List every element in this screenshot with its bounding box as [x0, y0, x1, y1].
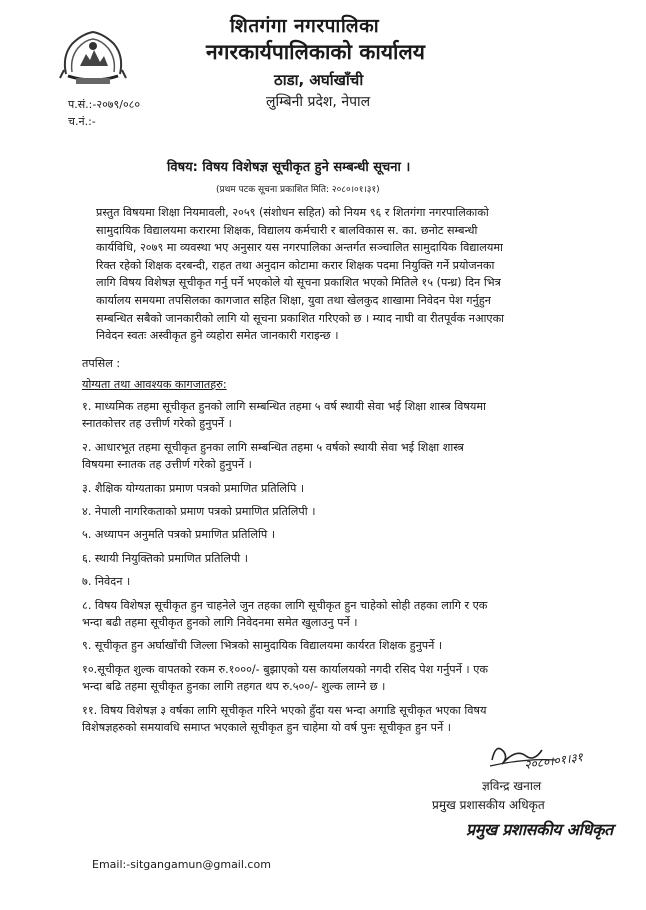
intro-line: निवेदन स्वतः अस्वीकृत हुने व्यहोरा समेत जानकारी गराइन्छ ।	[96, 329, 339, 343]
municipality-name: शितगंगा नगरपालिका	[230, 15, 380, 37]
requirement-line: ७. निवेदन ।	[82, 575, 131, 589]
requirement-item	[82, 503, 582, 520]
nepal-government-emblem	[58, 26, 128, 88]
intro-line: सामुदायिक विद्यालयमा करारमा शिक्षक, विद्यालय कर्मचारी र बालविकास स. का. छनोट सम्बन्धी	[96, 223, 478, 237]
requirement-line: भन्दा बढि तहमा सूचीकृत हुनका लागि तहगत थप रु.५००/- शुल्क लाग्ने छ ।	[82, 680, 386, 694]
requirements-list	[82, 398, 582, 743]
requirement-line: ६. स्थायी नियुक्तिको प्रमाणित प्रतिलिपी ।	[82, 551, 249, 565]
signature-date: २०८०।०१।३१	[523, 749, 584, 773]
requirement-item	[82, 597, 582, 632]
signatory-name: ज्ञविन्द्र खनाल	[482, 779, 542, 793]
requirement-line: ३. शैक्षिक योग्यताका प्रमाण पत्रको प्रमाणित प्रतिलिपि ।	[82, 481, 305, 495]
intro-line: रिक्त रहेको शिक्षक दरबन्दी, राहत तथा अनुदान कोटामा करार शिक्षक पदमा नियुक्ति गर्ने प्रयोजनका	[96, 258, 495, 272]
requirement-item	[82, 661, 582, 696]
requirement-line: ४. नेपाली नागरिकताको प्रमाण पत्रको प्रमाणित प्रतिलिपी ।	[82, 505, 316, 519]
publication-date: (प्रथम पटक सूचना प्रकाशित मिति: २०८०।०१।३१)	[216, 185, 380, 195]
office-location: ठाडा, अर्घाखाँची	[274, 71, 364, 89]
requirement-item	[82, 526, 582, 543]
intro-line: लागि विषय विशेषज्ञ सूचीकृत गर्नु पर्ने भएकोले यो सूचना प्रकाशित भएको मितिले १५ (पन्ध्र) दिन भित्र	[96, 276, 501, 290]
requirement-line: ११. विषय विशेषज्ञ ३ वर्षका लागि सूचीकृत गरिने भएको हुँदा यस भन्दा अगाडि सूचीकृत भएका विषय	[82, 703, 487, 717]
intro-line: सम्बन्धित सबैको जानकारीको लागि यो सूचना प्रकाशित गरिएको छ । म्याद नाघी वा रीतपूर्वक नआएका	[96, 311, 505, 325]
requirement-item	[82, 573, 582, 590]
requirement-line: विशेषज्ञहरुको समयावधि समाप्त भएकाले सूचीकृत हुन चाहेमा यो वर्ष पुनः सूचीकृत हुन पर्ने ।	[82, 721, 452, 735]
requirement-item	[82, 439, 582, 474]
notice-subject: विषय: विषय विशेषज्ञ सूचीकृत हुने सम्बन्धी सूचना ।	[167, 160, 411, 175]
requirement-line: १०.सूचीकृत शुल्क वापतको रकम रु.१०००/- बुझाएको यस कार्यालयको नगदी रसिद पेश गर्नुपर्ने । एक	[82, 662, 489, 676]
contact-email: Email:-sitgangamun@gmail.com	[92, 858, 271, 871]
intro-line: प्रस्तुत विषयमा शिक्षा नियमावली, २०५९ (संशोधन सहित) को नियम ९६ र शितगंगा नगरपालिकाको	[96, 206, 489, 219]
office-province: लुम्बिनी प्रदेश, नेपाल	[266, 94, 371, 110]
requirement-line: भन्दा बढी तहमा सूचीकृत हुनको लागि निवेदनमा समेत खुलाउनु पर्ने ।	[82, 616, 358, 630]
requirement-line: २. आधारभूत तहमा सूचीकृत हुनका लागि सम्बन्धित तहमा ५ वर्षको स्थायी सेवा भई शिक्षा शास्त्र	[82, 440, 464, 454]
requirement-line: ८. विषय विशेषज्ञ सूचीकृत हुन चाहनेले जुन तहका लागि सूचीकृत हुन चाहेको सोही तहका लागि र एक	[82, 598, 488, 612]
requirement-line: १. माध्यमिक तहमा सूचीकृत हुनको लागि सम्बन्धित तहमा ५ वर्ष स्थायी सेवा भई शिक्षा शास्त्र विषयमा	[82, 400, 486, 413]
requirement-line: विषयमा स्नातक तह उत्तीर्ण गरेको हुनुपर्ने ।	[82, 458, 252, 472]
requirement-line: स्नातकोत्तर तह उत्तीर्ण गरेको हुनुपर्ने ।	[82, 417, 232, 431]
dispatch-number: च.नं.:-	[68, 115, 96, 128]
requirement-item	[82, 480, 582, 497]
intro-paragraph	[96, 204, 578, 345]
requirement-item	[82, 550, 582, 567]
section-heading: योग्यता तथा आवश्यक कागजातहरु:	[82, 378, 227, 391]
intro-line: कार्यविधि, २०७९ मा व्यवस्था भए अनुसार यस नगरपालिका अन्तर्गत सञ्चालित सामुदायिक विद्यालयमा	[96, 241, 503, 255]
official-stamp: प्रमुख प्रशासकीय अधिकृत	[466, 820, 613, 839]
letter-number: प.सं.:-२०७९/०८०	[68, 98, 141, 111]
requirement-line: ५. अध्यापन अनुमति पत्रको प्रमाणित प्रतिलिपि ।	[82, 528, 276, 542]
requirement-line: ९. सूचीकृत हुन अर्घाखाँची जिल्ला भित्रको सामुदायिक विद्यालयमा कार्यरत शिक्षक हुनुपर्ने ।	[82, 639, 443, 653]
requirement-item	[82, 398, 582, 433]
requirement-item	[82, 702, 582, 737]
emblem-graphic	[58, 26, 128, 88]
tapsil-label: तपसिल :	[82, 357, 121, 370]
requirement-item	[82, 637, 582, 654]
intro-line: कार्यालय समयमा तपसिलका कागजात सहित शिक्षा, युवा तथा खेलकुद शाखामा निवेदन पेश गर्नुहुन	[96, 293, 491, 307]
office-name: नगरकार्यपालिकाको कार्यालय	[206, 40, 425, 64]
signatory-designation: प्रमुख प्रशासकीय अधिकृत	[432, 798, 545, 812]
